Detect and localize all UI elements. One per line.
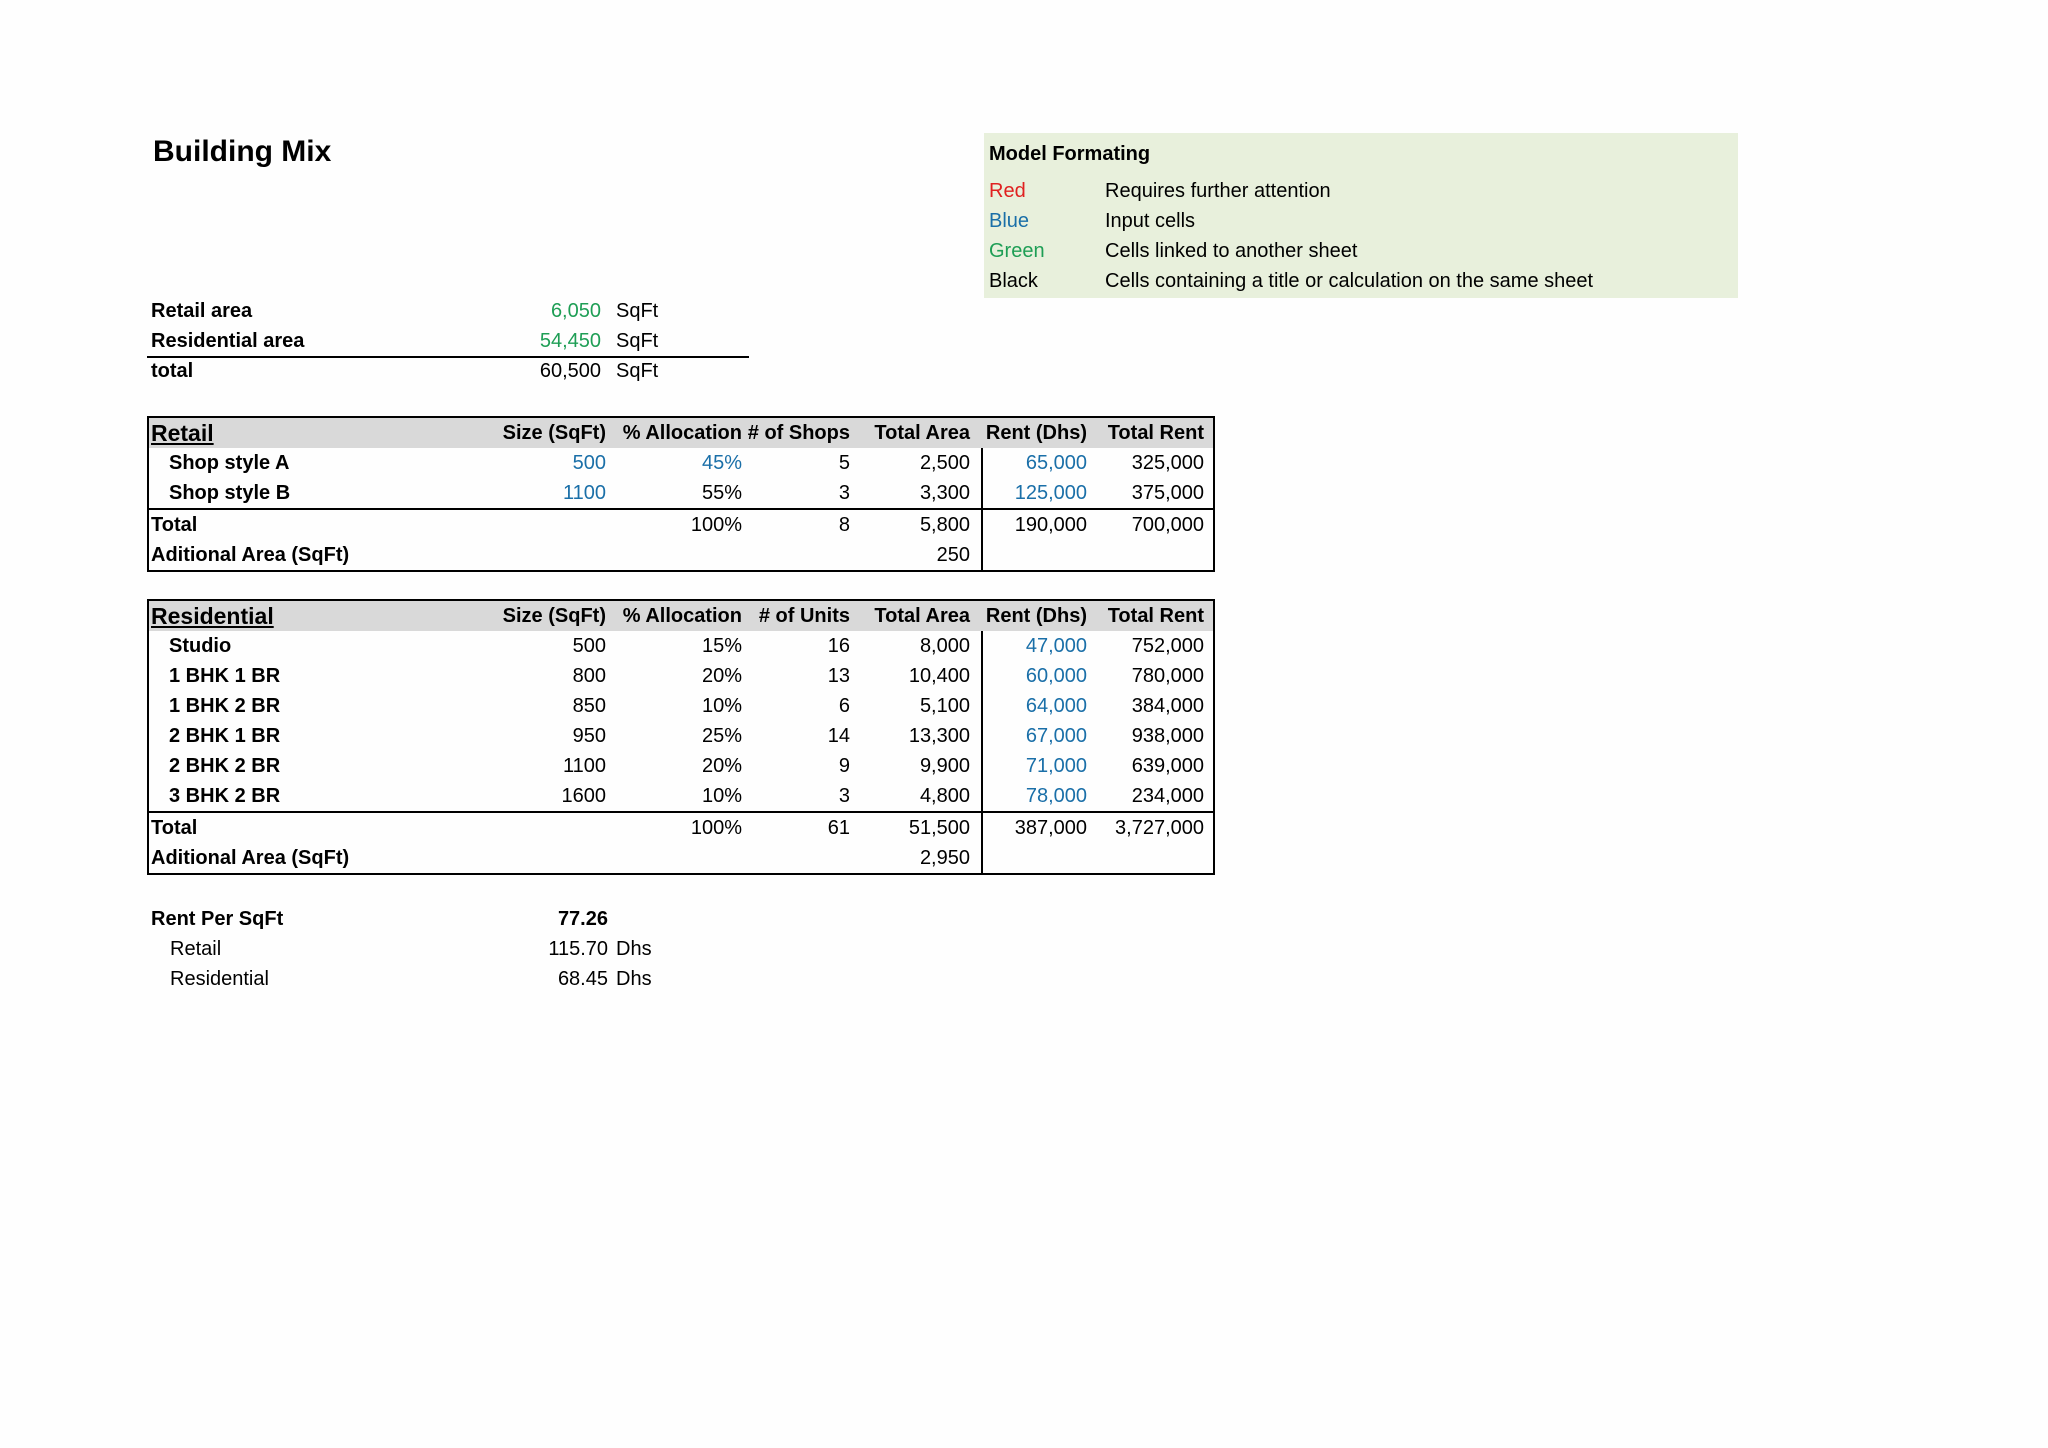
header-size: Size (SqFt) bbox=[502, 422, 606, 444]
cell-rent: 125,000 bbox=[1014, 482, 1087, 504]
legend-row-black bbox=[984, 266, 1738, 296]
legend-row-green bbox=[984, 236, 1738, 266]
cell-count: 9 bbox=[838, 755, 850, 777]
row-name: 1 BHK 1 BR bbox=[169, 665, 281, 687]
cell-allocation: 10% bbox=[701, 785, 742, 807]
cell-area: 51,500 bbox=[908, 817, 970, 839]
residential-area-unit: SqFt bbox=[616, 330, 659, 352]
legend-color-name: Green bbox=[989, 240, 1045, 262]
cell-count: 3 bbox=[838, 482, 850, 504]
page-title: Building Mix bbox=[153, 135, 332, 168]
retail-rent-unit: Dhs bbox=[616, 938, 652, 960]
cell-area: 4,800 bbox=[919, 785, 970, 807]
cell-allocation: 20% bbox=[701, 755, 742, 777]
legend-row-blue bbox=[984, 206, 1738, 236]
rent-per-sqft-value: 77.26 bbox=[557, 908, 608, 930]
table-row bbox=[149, 721, 1213, 751]
retail-rent-value: 115.70 bbox=[548, 938, 608, 960]
residential-rent-label: Residential bbox=[170, 968, 269, 990]
cell-area: 9,900 bbox=[919, 755, 970, 777]
header-allocation: % Allocation bbox=[622, 422, 742, 444]
cell-total-rent: 234,000 bbox=[1131, 785, 1204, 807]
cell-count: 6 bbox=[838, 695, 850, 717]
legend-description: Requires further attention bbox=[1105, 180, 1331, 202]
cell-count: 3 bbox=[838, 785, 850, 807]
table-header-row bbox=[149, 418, 1213, 448]
header-allocation: % Allocation bbox=[622, 605, 742, 627]
row-name: Total bbox=[151, 514, 198, 536]
header-total-area: Total Area bbox=[874, 605, 970, 627]
total-area-label: total bbox=[151, 360, 194, 382]
cell-count: 8 bbox=[838, 514, 850, 536]
cell-count: 61 bbox=[827, 817, 850, 839]
cell-total-rent: 3,727,000 bbox=[1115, 817, 1204, 839]
cell-size: 950 bbox=[572, 725, 606, 747]
table-additional-row bbox=[149, 540, 1213, 570]
cell-size: 1100 bbox=[562, 755, 606, 777]
residential-area-label: Residential area bbox=[151, 330, 305, 352]
cell-rent: 78,000 bbox=[1025, 785, 1087, 807]
header-rent: Rent (Dhs) bbox=[985, 422, 1087, 444]
cell-total-rent: 938,000 bbox=[1131, 725, 1204, 747]
cell-area: 10,400 bbox=[908, 665, 970, 687]
legend-color-name: Black bbox=[989, 270, 1038, 292]
table-total-row bbox=[149, 811, 1213, 843]
cell-size: 800 bbox=[572, 665, 606, 687]
row-name: 2 BHK 2 BR bbox=[169, 755, 281, 777]
header-size: Size (SqFt) bbox=[502, 605, 606, 627]
row-name: Shop style A bbox=[169, 452, 290, 474]
table-row bbox=[149, 691, 1213, 721]
cell-rent: 387,000 bbox=[1014, 817, 1087, 839]
row-name: 2 BHK 1 BR bbox=[169, 725, 281, 747]
cell-allocation: 10% bbox=[701, 695, 742, 717]
retail-rent-label: Retail bbox=[170, 938, 222, 960]
table-row bbox=[149, 478, 1213, 508]
table-row bbox=[149, 751, 1213, 781]
cell-allocation: 100% bbox=[690, 817, 742, 839]
table-row bbox=[149, 661, 1213, 691]
legend-color-name: Blue bbox=[989, 210, 1030, 232]
cell-total-rent: 780,000 bbox=[1131, 665, 1204, 687]
row-name: Total bbox=[151, 817, 198, 839]
cell-area: 2,950 bbox=[919, 847, 970, 869]
cell-size: 1100 bbox=[562, 482, 606, 504]
cell-size: 500 bbox=[572, 635, 606, 657]
legend-description: Input cells bbox=[1105, 210, 1196, 232]
cell-allocation: 55% bbox=[701, 482, 742, 504]
cell-rent: 47,000 bbox=[1025, 635, 1087, 657]
cell-allocation: 45% bbox=[701, 452, 742, 474]
residential-table bbox=[147, 599, 1215, 875]
retail-table-title: Retail bbox=[151, 420, 214, 446]
retail-table bbox=[147, 416, 1215, 572]
cell-area: 5,100 bbox=[919, 695, 970, 717]
row-name: Shop style B bbox=[169, 482, 291, 504]
cell-allocation: 100% bbox=[690, 514, 742, 536]
cell-rent: 190,000 bbox=[1014, 514, 1087, 536]
residential-table-title: Residential bbox=[151, 603, 274, 629]
total-area-unit: SqFt bbox=[616, 360, 659, 382]
retail-area-label: Retail area bbox=[151, 300, 253, 322]
cell-total-rent: 752,000 bbox=[1131, 635, 1204, 657]
rent-per-sqft-label: Rent Per SqFt bbox=[151, 908, 284, 930]
cell-allocation: 20% bbox=[701, 665, 742, 687]
cell-size: 500 bbox=[572, 452, 606, 474]
legend-description: Cells containing a title or calculation on the same sheet bbox=[1105, 270, 1594, 292]
cell-rent: 67,000 bbox=[1025, 725, 1087, 747]
header-total-rent: Total Rent bbox=[1107, 422, 1204, 444]
table-row bbox=[149, 631, 1213, 661]
total-area-value: 60,500 bbox=[539, 360, 601, 382]
cell-total-rent: 325,000 bbox=[1131, 452, 1204, 474]
table-header-row bbox=[149, 601, 1213, 631]
header-shop-count: # of Shops bbox=[747, 422, 850, 444]
cell-rent: 71,000 bbox=[1025, 755, 1087, 777]
cell-area: 5,800 bbox=[919, 514, 970, 536]
model-formatting-legend bbox=[984, 133, 1738, 298]
cell-count: 13 bbox=[827, 665, 850, 687]
legend-color-name: Red bbox=[989, 180, 1026, 202]
table-row bbox=[149, 781, 1213, 811]
cell-total-rent: 375,000 bbox=[1131, 482, 1204, 504]
cell-total-rent: 700,000 bbox=[1131, 514, 1204, 536]
cell-area: 250 bbox=[936, 544, 970, 566]
cell-allocation: 25% bbox=[701, 725, 742, 747]
retail-area-unit: SqFt bbox=[616, 300, 659, 322]
legend-description: Cells linked to another sheet bbox=[1105, 240, 1358, 262]
cell-area: 3,300 bbox=[919, 482, 970, 504]
residential-rent-value: 68.45 bbox=[557, 968, 608, 990]
legend-title: Model Formating bbox=[989, 143, 1151, 165]
retail-area-value: 6,050 bbox=[550, 300, 601, 322]
cell-total-rent: 384,000 bbox=[1131, 695, 1204, 717]
cell-area: 2,500 bbox=[919, 452, 970, 474]
cell-area: 8,000 bbox=[919, 635, 970, 657]
legend-row-red bbox=[984, 176, 1738, 206]
row-name: Studio bbox=[169, 635, 232, 657]
table-row bbox=[149, 448, 1213, 478]
cell-rent: 64,000 bbox=[1025, 695, 1087, 717]
cell-count: 5 bbox=[838, 452, 850, 474]
row-name: 3 BHK 2 BR bbox=[169, 785, 281, 807]
cell-count: 16 bbox=[827, 635, 850, 657]
residential-rent-unit: Dhs bbox=[616, 968, 652, 990]
row-name: Aditional Area (SqFt) bbox=[151, 847, 350, 869]
cell-allocation: 15% bbox=[701, 635, 742, 657]
cell-rent: 65,000 bbox=[1025, 452, 1087, 474]
row-name: Aditional Area (SqFt) bbox=[151, 544, 350, 566]
table-total-row bbox=[149, 508, 1213, 540]
cell-count: 14 bbox=[827, 725, 850, 747]
cell-rent: 60,000 bbox=[1025, 665, 1087, 687]
table-additional-row bbox=[149, 843, 1213, 873]
cell-size: 850 bbox=[572, 695, 606, 717]
cell-total-rent: 639,000 bbox=[1131, 755, 1204, 777]
row-name: 1 BHK 2 BR bbox=[169, 695, 281, 717]
cell-area: 13,300 bbox=[908, 725, 970, 747]
header-rent: Rent (Dhs) bbox=[985, 605, 1087, 627]
header-unit-count: # of Units bbox=[758, 605, 850, 627]
cell-size: 1600 bbox=[561, 785, 606, 807]
header-total-rent: Total Rent bbox=[1107, 605, 1204, 627]
residential-area-value: 54,450 bbox=[539, 330, 601, 352]
header-total-area: Total Area bbox=[874, 422, 970, 444]
